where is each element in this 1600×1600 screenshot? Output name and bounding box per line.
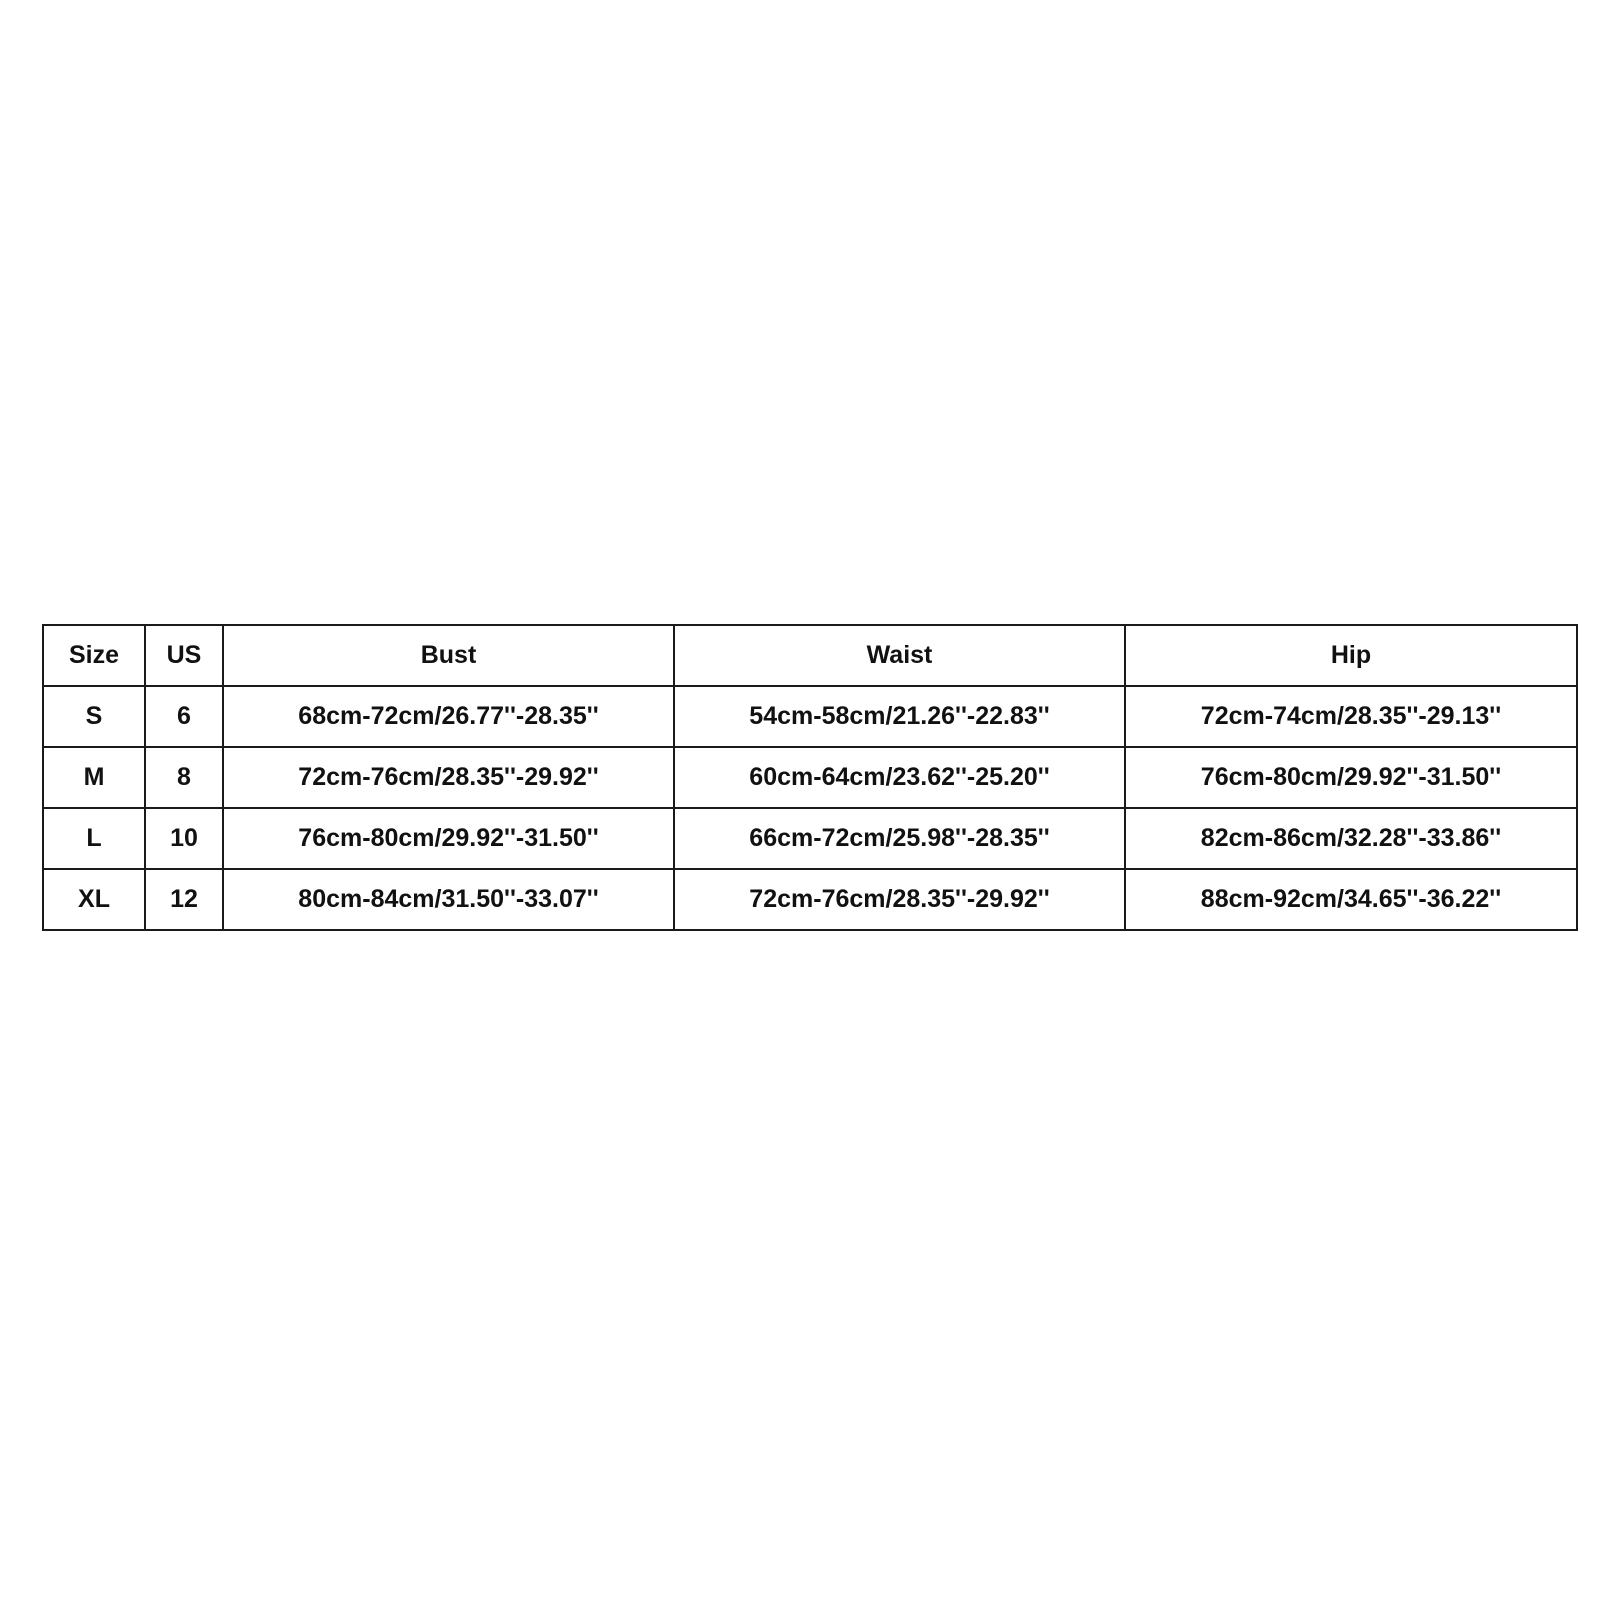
cell-size: S — [43, 686, 145, 747]
cell-size: L — [43, 808, 145, 869]
cell-waist: 72cm-76cm/28.35''-29.92'' — [674, 869, 1125, 930]
header-us: US — [145, 625, 223, 686]
table-row — [43, 808, 1577, 869]
header-size: Size — [43, 625, 145, 686]
size-chart-table — [42, 624, 1578, 931]
header-waist: Waist — [674, 625, 1125, 686]
cell-hip: 82cm-86cm/32.28''-33.86'' — [1125, 808, 1577, 869]
cell-us: 12 — [145, 869, 223, 930]
cell-size: M — [43, 747, 145, 808]
cell-bust: 68cm-72cm/26.77''-28.35'' — [223, 686, 674, 747]
cell-us: 8 — [145, 747, 223, 808]
cell-waist: 60cm-64cm/23.62''-25.20'' — [674, 747, 1125, 808]
table-body — [43, 686, 1577, 930]
cell-hip: 72cm-74cm/28.35''-29.13'' — [1125, 686, 1577, 747]
cell-us: 6 — [145, 686, 223, 747]
cell-hip: 88cm-92cm/34.65''-36.22'' — [1125, 869, 1577, 930]
table-row — [43, 686, 1577, 747]
cell-size: XL — [43, 869, 145, 930]
table-row — [43, 747, 1577, 808]
cell-hip: 76cm-80cm/29.92''-31.50'' — [1125, 747, 1577, 808]
table-row — [43, 869, 1577, 930]
cell-bust: 76cm-80cm/29.92''-31.50'' — [223, 808, 674, 869]
cell-waist: 66cm-72cm/25.98''-28.35'' — [674, 808, 1125, 869]
cell-us: 10 — [145, 808, 223, 869]
header-bust: Bust — [223, 625, 674, 686]
cell-bust: 80cm-84cm/31.50''-33.07'' — [223, 869, 674, 930]
cell-bust: 72cm-76cm/28.35''-29.92'' — [223, 747, 674, 808]
header-row — [43, 625, 1577, 686]
cell-waist: 54cm-58cm/21.26''-22.83'' — [674, 686, 1125, 747]
table-header — [43, 625, 1577, 686]
header-hip: Hip — [1125, 625, 1577, 686]
